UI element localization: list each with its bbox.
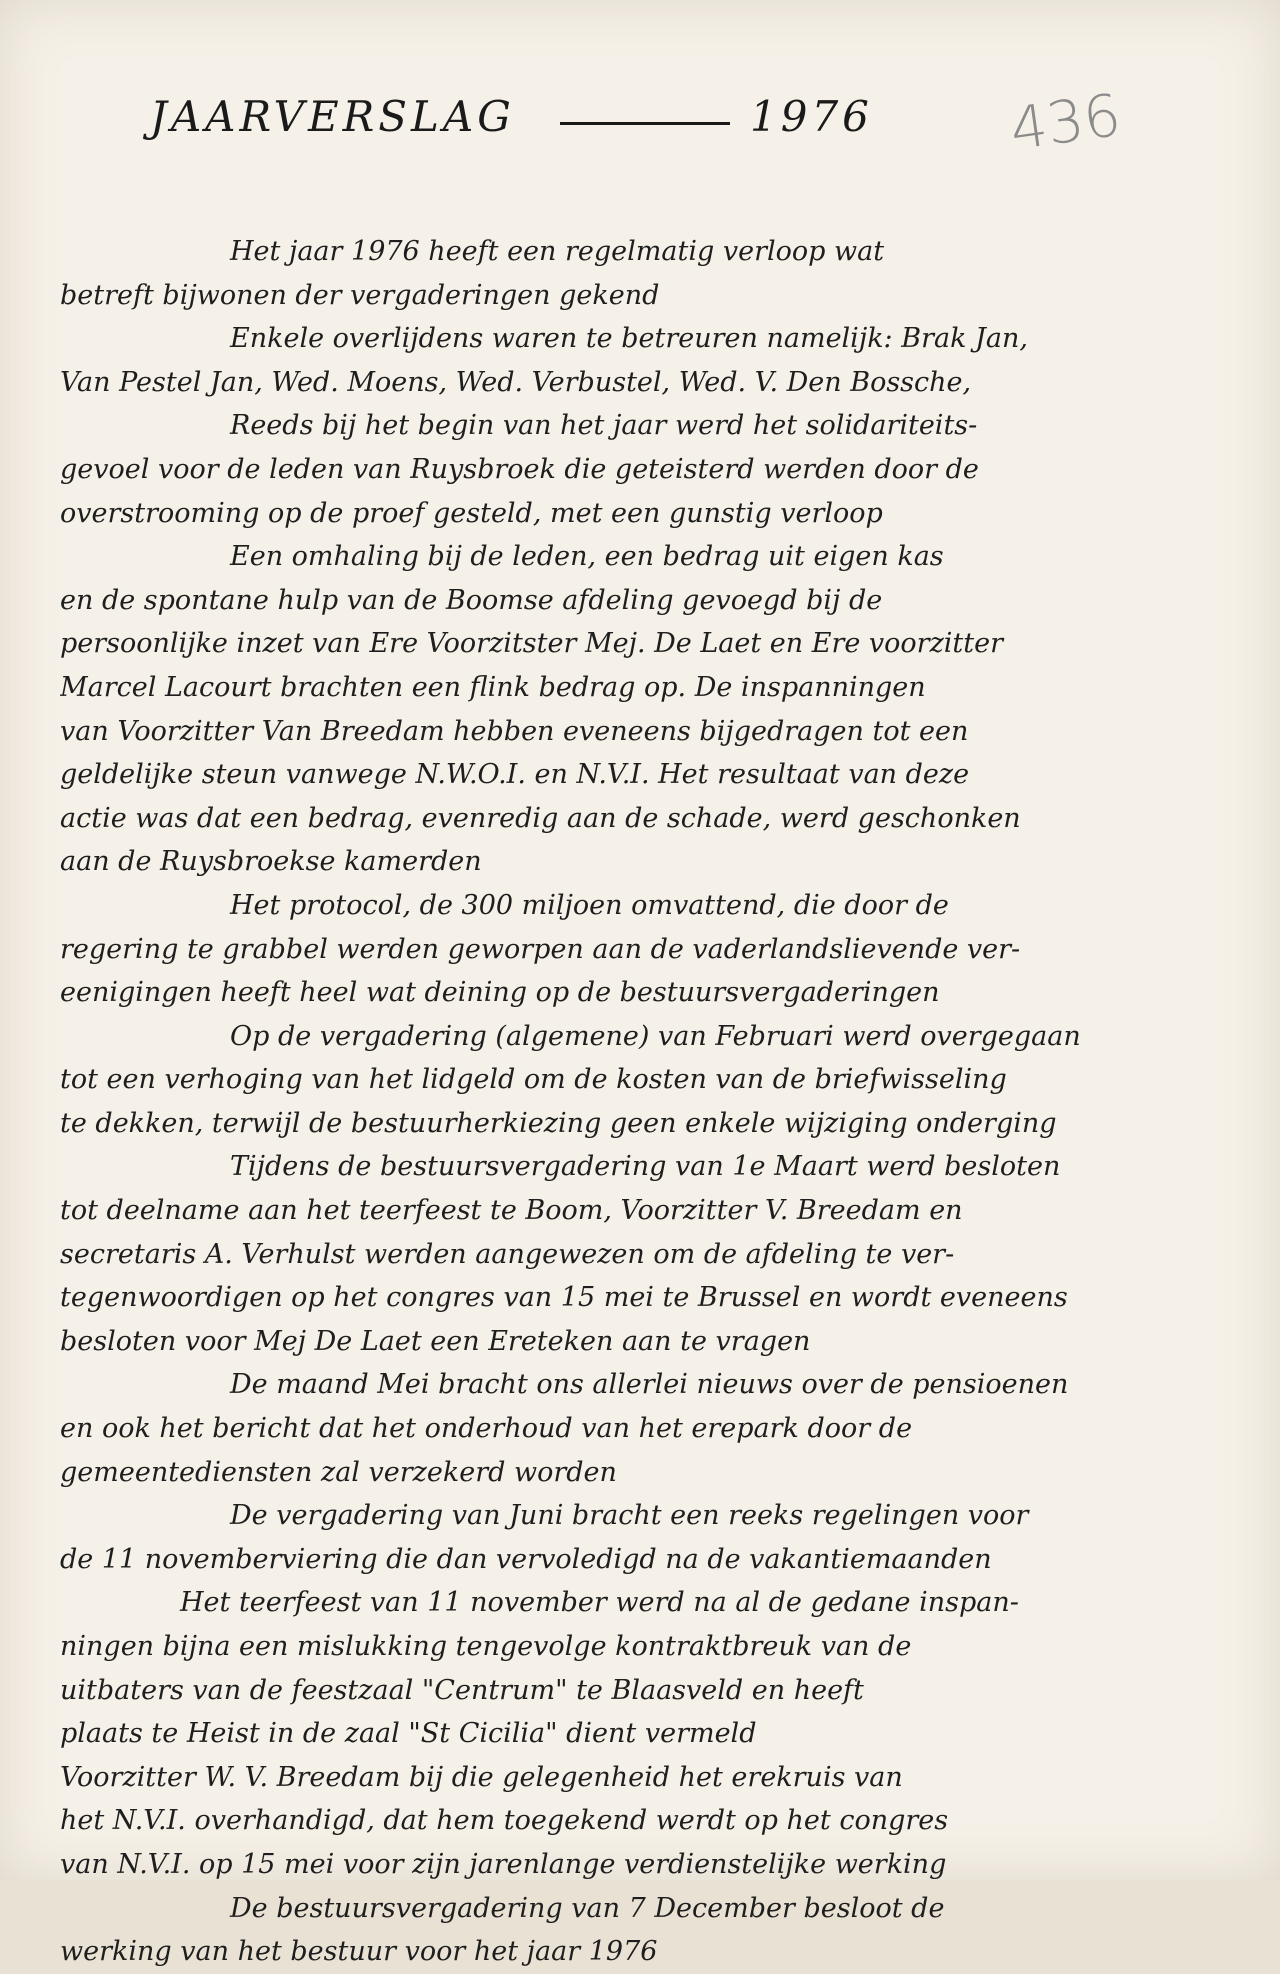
text-line: tegenwoordigen op het congres van 15 mei te Brussel en wordt eveneens [60, 1282, 1068, 1314]
text-line: Tijdens de bestuursvergadering van 1e Maart werd besloten [230, 1151, 1061, 1183]
text-line: de 11 novemberviering die dan vervoledigd na de vakantiemaanden [60, 1543, 992, 1575]
text-line: Reeds bij het begin van het jaar werd het solidariteits- [230, 410, 978, 442]
text-line: Marcel Lacourt brachten een flink bedrag op. De inspanningen [60, 671, 926, 703]
text-line: ningen bijna een mislukking tengevolge kontraktbreuk van de [60, 1631, 912, 1662]
text-line: Het jaar 1976 heeft een regelmatig verloop wat [230, 236, 885, 267]
title-year: 1976 [750, 92, 873, 141]
text-line: en ook het bericht dat het onderhoud van het erepark door de [60, 1413, 913, 1445]
text-line: actie was dat een bedrag, evenredig aan de schade, werd geschonken [60, 802, 1021, 834]
text-line: overstrooming op de proef gesteld, met een gunstig verloop [60, 497, 883, 529]
text-line: Op de vergadering (algemene) van Februari werd overgegaan [230, 1020, 1081, 1052]
text-line: uitbaters van de feestzaal "Centrum" te Blaasveld en heeft [60, 1674, 864, 1706]
text-line: gemeentediensten zal verzekerd worden [60, 1456, 617, 1488]
handwritten-report-text [60, 230, 1220, 1974]
text-line: plaats te Heist in de zaal "St Cicilia" dient vermeld [60, 1718, 757, 1750]
text-line: van N.V.I. op 15 mei voor zijn jarenlange verdienstelijke werking [60, 1848, 947, 1880]
page-number: 436 [1005, 80, 1125, 164]
text-line: eenigingen heeft heel wat deining op de bestuursvergaderingen [60, 977, 940, 1009]
text-line: Het protocol, de 300 miljoen omvattend, die door de [230, 889, 949, 921]
text-line: en de spontane hulp van de Boomse afdeling gevoegd bij de [60, 584, 883, 616]
text-line: persoonlijke inzet van Ere Voorzitster Mej. De Laet en Ere voorzitter [60, 628, 1004, 660]
text-line: Van Pestel Jan, Wed. Moens, Wed. Verbustel, Wed. V. Den Bossche, [60, 366, 972, 398]
text-line: van Voorzitter Van Breedam hebben eveneens bijgedragen tot een [60, 715, 969, 747]
text-line: betreft bijwonen der vergaderingen gekend [60, 279, 660, 311]
text-line: te dekken, terwijl de bestuurherkiezing geen enkele wijziging onderging [60, 1107, 1057, 1139]
title-dash [560, 122, 730, 125]
page-title: JAARVERSLAG [150, 92, 515, 141]
text-line: Een omhaling bij de leden, een bedrag uit eigen kas [230, 541, 944, 573]
text-line: tot een verhoging van het lidgeld om de kosten van de briefwisseling [60, 1064, 1007, 1096]
text-line: regering te grabbel werden geworpen aan de vaderlandslievende ver- [60, 933, 1021, 965]
text-line: De bestuursvergadering van 7 December besloot de [230, 1892, 945, 1924]
text-line: Het teerfeest van 11 november werd na al de gedane inspan- [180, 1587, 1019, 1619]
text-line: secretaris A. Verhulst werden aangewezen om de afdeling te ver- [60, 1238, 955, 1270]
text-line: geldelijke steun vanwege N.W.O.I. en N.V.I. Het resultaat van deze [60, 759, 970, 791]
text-line: aan de Ruysbroekse kamerden [60, 846, 482, 878]
title-row [150, 92, 970, 162]
text-line: werking van het bestuur voor het jaar 1976 [60, 1936, 658, 1968]
text-line: besloten voor Mej De Laet een Ereteken aan te vragen [60, 1325, 811, 1357]
text-line: De maand Mei bracht ons allerlei nieuws over de pensioenen [230, 1369, 1069, 1401]
text-line: Enkele overlijdens waren te betreuren namelijk: Brak Jan, [230, 323, 1028, 355]
text-line: Voorzitter W. V. Breedam bij die gelegenheid het erekruis van [60, 1761, 903, 1793]
text-line: De vergadering van Juni bracht een reeks regelingen voor [230, 1500, 1029, 1532]
text-line: het N.V.I. overhandigd, dat hem toegekend werdt op het congres [60, 1805, 949, 1837]
text-line: gevoel voor de leden van Ruysbroek die geteisterd werden door de [60, 453, 979, 485]
text-line: tot deelname aan het teerfeest te Boom, Voorzitter V. Breedam en [60, 1195, 963, 1227]
